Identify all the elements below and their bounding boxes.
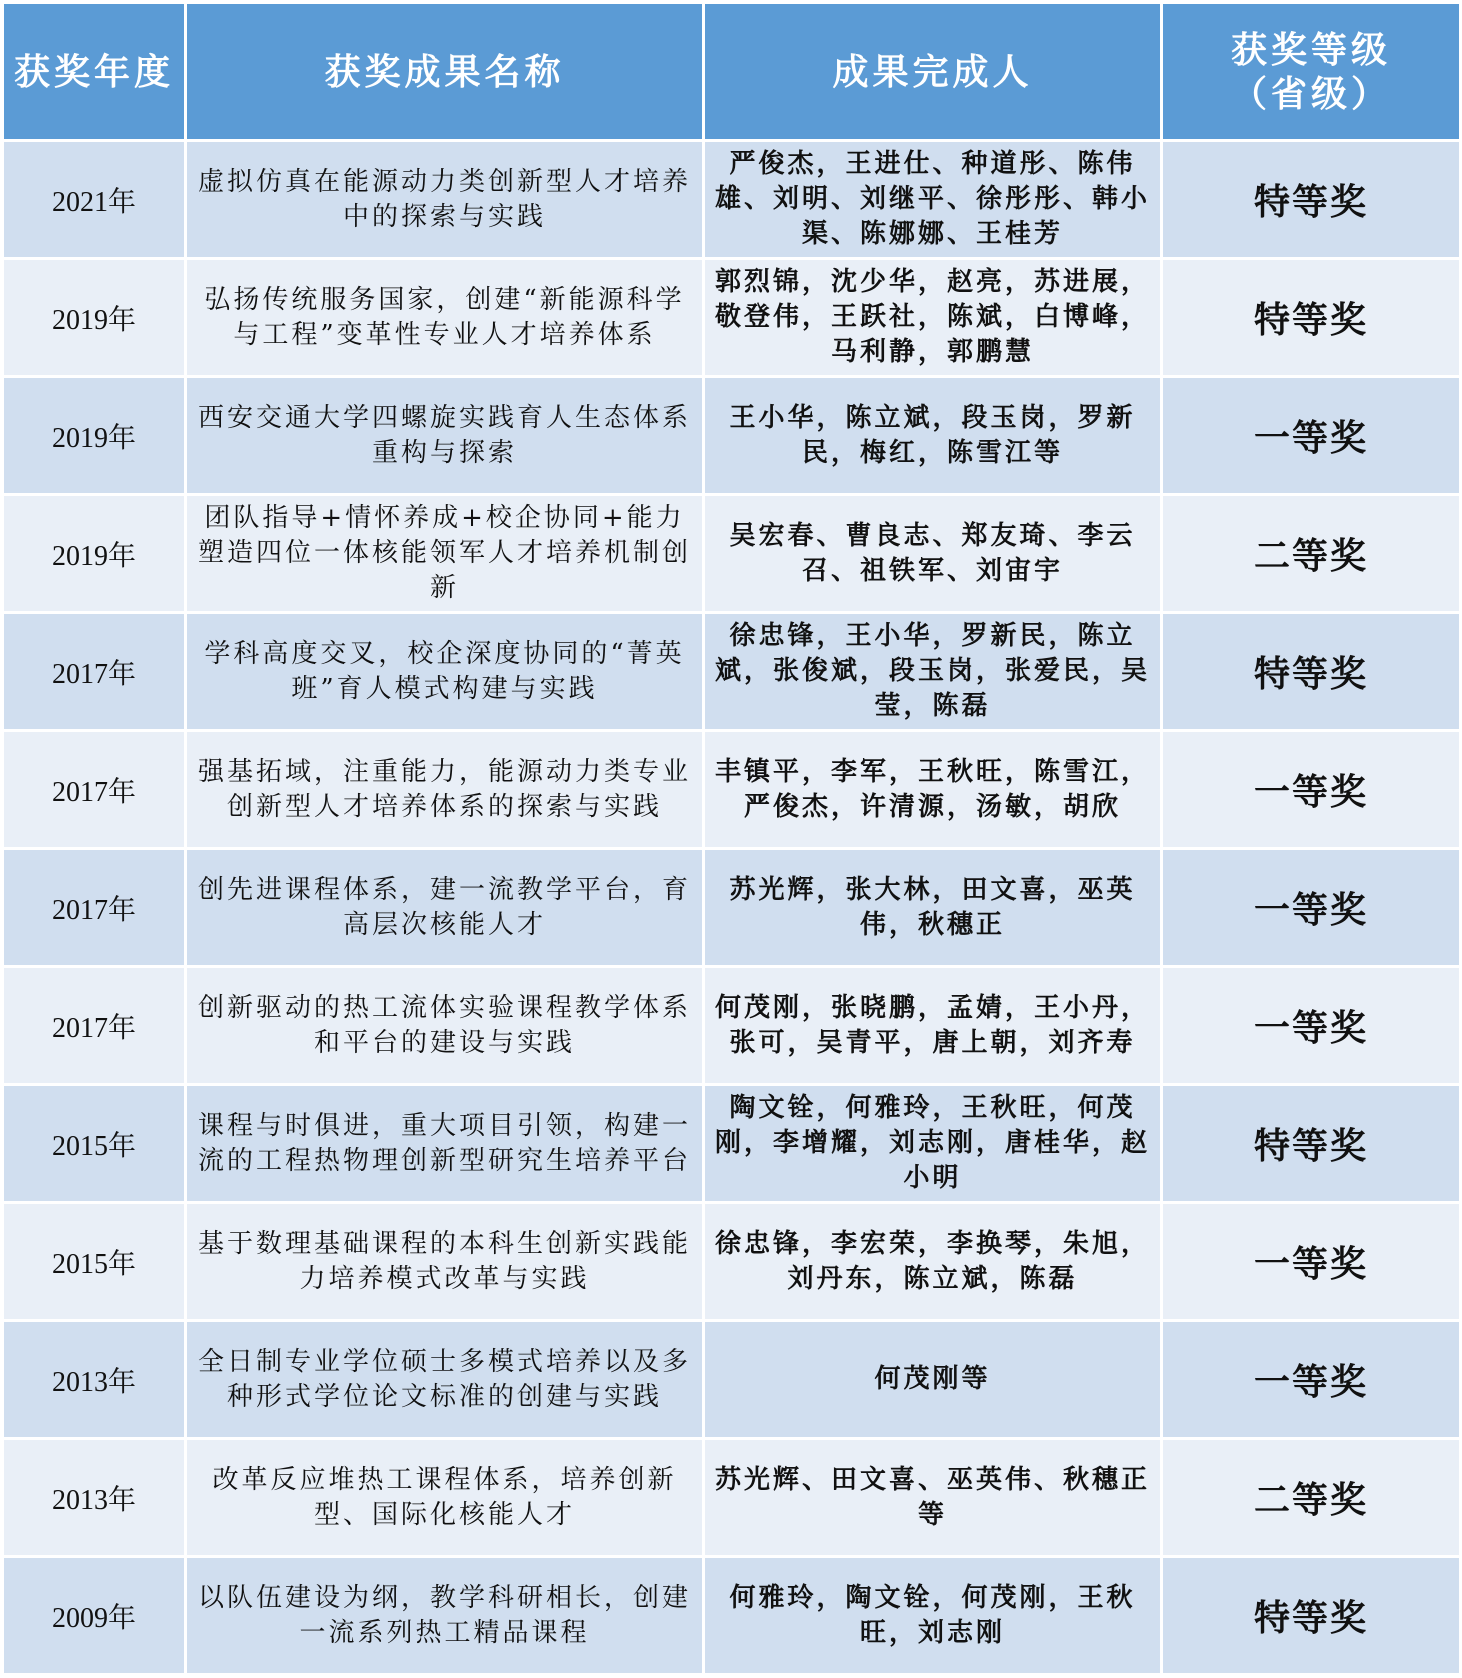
header-title: 获奖成果名称	[186, 3, 704, 141]
title-cell: 全日制专业学位硕士多模式培养以及多种形式学位论文标准的创建与实践	[186, 1321, 704, 1439]
table-row	[3, 613, 1461, 731]
people-cell: 何茂刚等	[704, 1321, 1162, 1439]
people-cell: 苏光辉，张大林，田文喜，巫英伟，秋穗正	[704, 849, 1162, 967]
table-row	[3, 1085, 1461, 1203]
people-cell: 徐忠锋，李宏荣，李换琴，朱旭，刘丹东，陈立斌，陈磊	[704, 1203, 1162, 1321]
title-cell: 创先进课程体系，建一流教学平台，育高层次核能人才	[186, 849, 704, 967]
table-row	[3, 141, 1461, 259]
title-cell: 团队指导+情怀养成+校企协同+能力塑造四位一体核能领军人才培养机制创新	[186, 495, 704, 613]
table-row	[3, 1203, 1461, 1321]
people-cell: 吴宏春、曹良志、郑友琦、李云召、祖铁军、刘宙宇	[704, 495, 1162, 613]
level-cell: 一等奖	[1162, 377, 1461, 495]
year-cell: 2019年	[3, 495, 186, 613]
table-row	[3, 731, 1461, 849]
awards-table	[1, 1, 1462, 1676]
header-row	[3, 3, 1461, 141]
people-cell: 陶文铨，何雅玲，王秋旺，何茂刚，李增耀，刘志刚，唐桂华，赵小明	[704, 1085, 1162, 1203]
title-cell: 课程与时俱进，重大项目引领，构建一流的工程热物理创新型研究生培养平台	[186, 1085, 704, 1203]
level-cell: 一等奖	[1162, 731, 1461, 849]
year-cell: 2019年	[3, 259, 186, 377]
people-cell: 郭烈锦，沈少华，赵亮，苏进展，敬登伟，王跃社，陈斌，白博峰，马利静，郭鹏慧	[704, 259, 1162, 377]
people-cell: 王小华，陈立斌，段玉岗，罗新民，梅红，陈雪江等	[704, 377, 1162, 495]
year-cell: 2013年	[3, 1439, 186, 1557]
year-cell: 2017年	[3, 613, 186, 731]
people-cell: 丰镇平，李军，王秋旺，陈雪江，严俊杰，许清源，汤敏，胡欣	[704, 731, 1162, 849]
title-cell: 基于数理基础课程的本科生创新实践能力培养模式改革与实践	[186, 1203, 704, 1321]
level-cell: 二等奖	[1162, 1439, 1461, 1557]
title-cell: 西安交通大学四螺旋实践育人生态体系重构与探索	[186, 377, 704, 495]
year-cell: 2021年	[3, 141, 186, 259]
level-cell: 二等奖	[1162, 495, 1461, 613]
people-cell: 何茂刚，张晓鹏，孟婧，王小丹，张可，吴青平，唐上朝，刘齐寿	[704, 967, 1162, 1085]
header-level-line2: （省级）	[1230, 72, 1391, 115]
level-cell: 一等奖	[1162, 1203, 1461, 1321]
level-cell: 一等奖	[1162, 1321, 1461, 1439]
table-row	[3, 967, 1461, 1085]
table-row	[3, 1321, 1461, 1439]
year-cell: 2017年	[3, 731, 186, 849]
header-people: 成果完成人	[704, 3, 1162, 141]
year-cell: 2009年	[3, 1557, 186, 1675]
title-cell: 弘扬传统服务国家，创建“新能源科学与工程”变革性专业人才培养体系	[186, 259, 704, 377]
header-level-line1: 获奖等级	[1230, 28, 1391, 71]
level-cell: 一等奖	[1162, 849, 1461, 967]
table-row	[3, 495, 1461, 613]
title-cell: 虚拟仿真在能源动力类创新型人才培养中的探索与实践	[186, 141, 704, 259]
table-row	[3, 1439, 1461, 1557]
title-cell: 改革反应堆热工课程体系，培养创新型、国际化核能人才	[186, 1439, 704, 1557]
level-cell: 特等奖	[1162, 1085, 1461, 1203]
level-cell: 特等奖	[1162, 613, 1461, 731]
title-cell: 创新驱动的热工流体实验课程教学体系和平台的建设与实践	[186, 967, 704, 1085]
header-year: 获奖年度	[3, 3, 186, 141]
table-row	[3, 377, 1461, 495]
table-row	[3, 259, 1461, 377]
people-cell: 苏光辉、田文喜、巫英伟、秋穗正等	[704, 1439, 1162, 1557]
year-cell: 2019年	[3, 377, 186, 495]
people-cell: 何雅玲，陶文铨，何茂刚，王秋旺，刘志刚	[704, 1557, 1162, 1675]
year-cell: 2015年	[3, 1203, 186, 1321]
title-cell: 学科高度交叉，校企深度协同的“菁英班”育人模式构建与实践	[186, 613, 704, 731]
level-cell: 特等奖	[1162, 1557, 1461, 1675]
title-cell: 以队伍建设为纲，教学科研相长，创建一流系列热工精品课程	[186, 1557, 704, 1675]
year-cell: 2017年	[3, 849, 186, 967]
level-cell: 一等奖	[1162, 967, 1461, 1085]
level-cell: 特等奖	[1162, 259, 1461, 377]
header-level	[1162, 3, 1461, 141]
title-cell: 强基拓域，注重能力，能源动力类专业创新型人才培养体系的探索与实践	[186, 731, 704, 849]
year-cell: 2015年	[3, 1085, 186, 1203]
table-row	[3, 849, 1461, 967]
table-row	[3, 1557, 1461, 1675]
year-cell: 2017年	[3, 967, 186, 1085]
people-cell: 徐忠锋，王小华，罗新民，陈立斌，张俊斌，段玉岗，张爱民，吴莹，陈磊	[704, 613, 1162, 731]
level-cell: 特等奖	[1162, 141, 1461, 259]
people-cell: 严俊杰，王进仕、种道彤、陈伟雄、刘明、刘继平、徐彤彤、韩小渠、陈娜娜、王桂芳	[704, 141, 1162, 259]
year-cell: 2013年	[3, 1321, 186, 1439]
